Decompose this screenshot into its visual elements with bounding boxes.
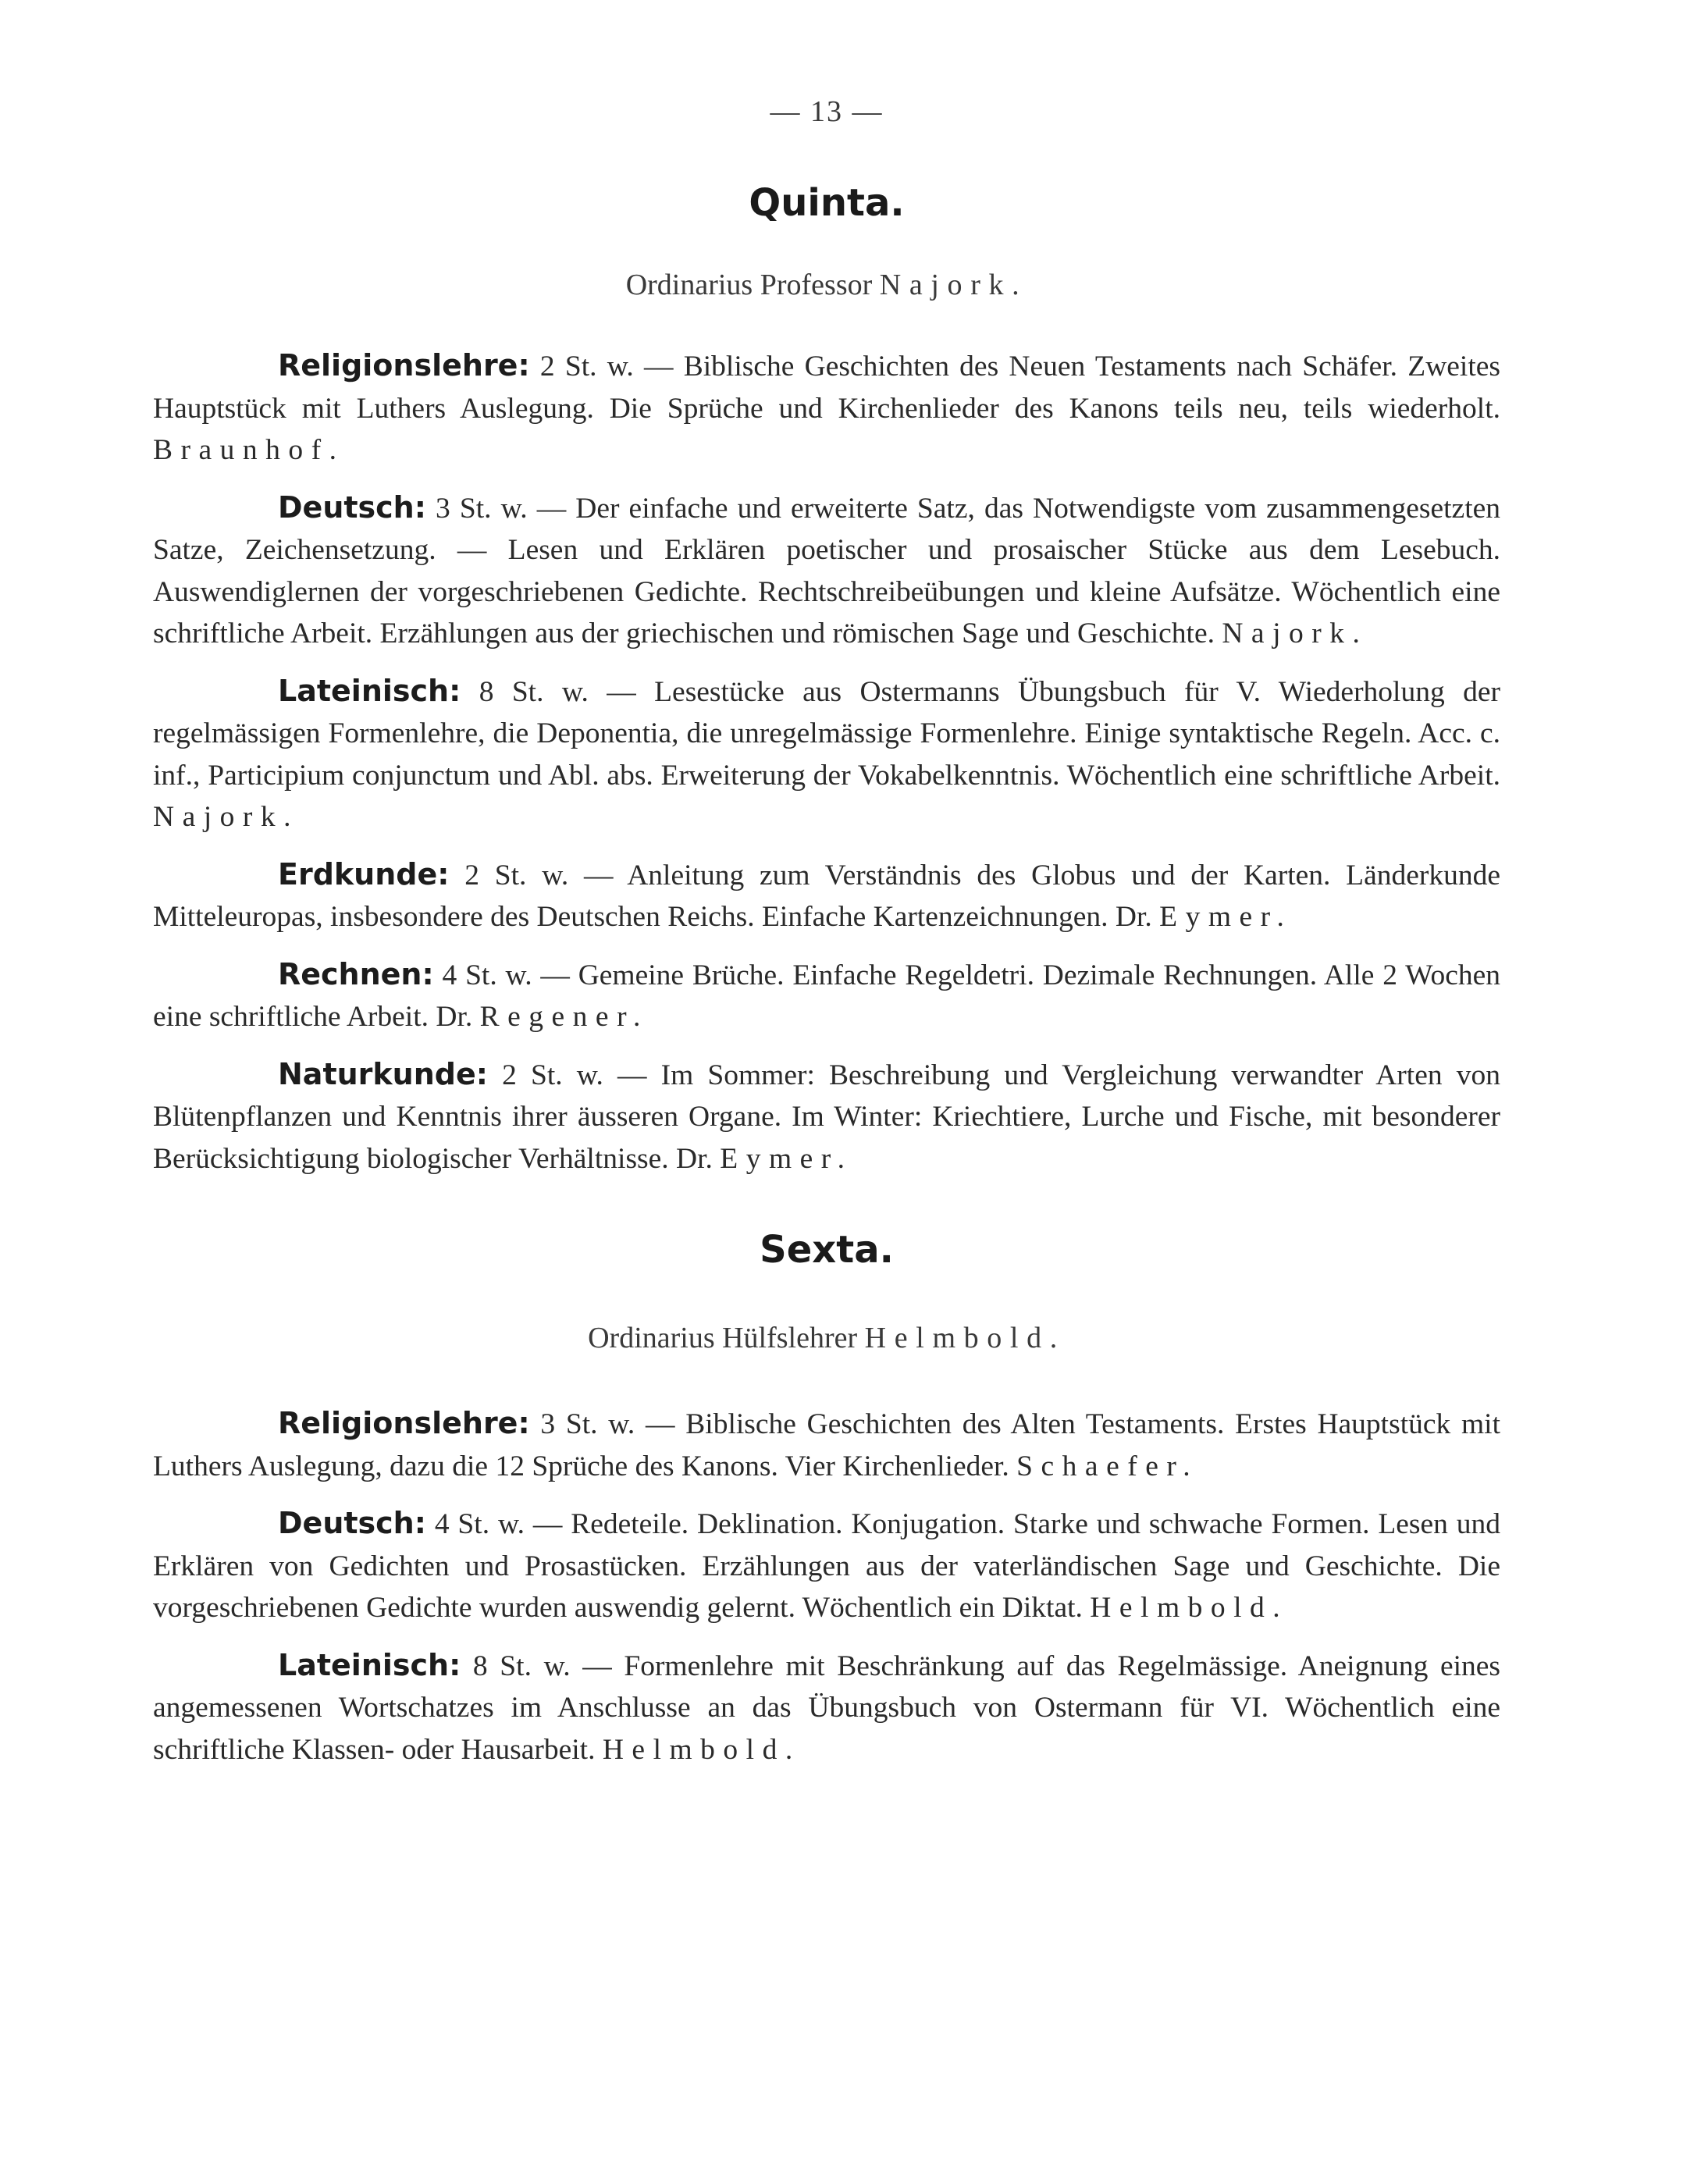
quinta-rechnen: [153, 954, 1500, 1038]
subject-name: Erdkunde:: [278, 856, 450, 891]
teacher-name: Eymer.: [720, 1142, 853, 1175]
quinta-title: Quinta.: [749, 181, 905, 225]
sexta-deutsch: [153, 1503, 1500, 1629]
subject-name: Naturkunde:: [278, 1056, 488, 1091]
document-page: [153, 92, 1500, 1771]
subject-name: Deutsch:: [278, 1506, 426, 1540]
sexta-subjects: [153, 1403, 1500, 1771]
quinta-subjects: [153, 345, 1500, 1180]
teacher-name: Helmbold.: [1090, 1592, 1289, 1624]
ordinarius-label: Ordinarius Hülfslehrer: [588, 1322, 858, 1354]
teacher-name: Schaefer.: [1016, 1450, 1199, 1482]
subject-text: 8 St. w. — Formenlehre mit Beschränkung auf das Regelmässige. Aneignung eines angemessenen Wortschatzes im Anschlusse an das Übungsbuch von Ostermann für VI. Wöchentlich eine schriftliche Klassen- oder Hausarbeit.: [153, 1650, 1500, 1766]
subject-text: 3 St. w. — Der einfache und erweiterte Satz, das Notwendigste vom zusammengesetzten Satze, Zeichensetzung. — Lesen und Erklären poetischer und prosaischer Stücke aus dem Lesebuch. Auswendiglernen der vorgeschriebenen Gedichte. Rechtschreibeübungen und kleine Aufsätze. Wöchentlich eine schriftliche Arbeit. Erzählungen aus der griechischen und römischen Sage und Geschichte.: [153, 492, 1501, 649]
sexta-religionslehre: [153, 1403, 1500, 1487]
teacher-name: Najork.: [1222, 617, 1368, 649]
page-number: — 13 —: [770, 95, 884, 128]
teacher-name: Najork.: [153, 801, 300, 833]
subject-text: 3 St. w. — Biblische Geschichten des Alten Testaments. Erstes Hauptstück mit Luthers Auslegung, dazu die 12 Sprüche des Kanons. Vier Kirchenlieder.: [153, 1408, 1500, 1482]
teacher-name: Braunhof.: [153, 434, 345, 466]
quinta-ordinarius: [153, 265, 1500, 304]
subject-text: 4 St. w. — Redeteile. Deklination. Konjugation. Starke und schwache Formen. Lesen und Erklären von Gedichten und Prosastücken. Erzählungen aus der vaterländischen Sage und Geschichte. Die vorgeschriebenen Gedichte wurden auswendig gelernt. Wöchentlich ein Diktat.: [153, 1508, 1501, 1624]
quinta-naturkunde: [153, 1054, 1500, 1180]
subject-name: Lateinisch:: [278, 1647, 461, 1682]
teacher-name: Helmbold.: [602, 1733, 801, 1766]
subject-text: 2 St. w. — Im Sommer: Beschreibung und Vergleichung verwandter Arten von Blütenpflanzen und Kenntnis ihrer äusseren Organe. Im Winter: Kriechtiere, Lurche und Fische, mit besonderer Berücksichtigung biologischer Verhältnisse. Dr.: [153, 1059, 1501, 1175]
subject-text: 8 St. w. — Lesestücke aus Ostermanns Übungsbuch für V. Wiederholung der regelmässigen Formenlehre, die Deponentia, die unregelmässige Formenlehre. Einige syntaktische Regeln. Acc. c. inf., Participium conjunctum und Abl. abs. Erweiterung der Vokabelkenntnis. Wöchentlich eine schriftliche Arbeit.: [153, 675, 1500, 792]
quinta-erdkunde: [153, 854, 1500, 938]
subject-name: Rechnen:: [278, 956, 434, 991]
subject-text: 2 St. w. — Biblische Geschichten des Neuen Testaments nach Schäfer. Zweites Hauptstück mit Luthers Auslegung. Die Sprüche und Kirchenlieder des Kanons teils neu, teils wiederholt.: [153, 351, 1500, 425]
sexta-ordinarius: [153, 1319, 1500, 1358]
subject-name: Religionslehre:: [278, 348, 530, 383]
subject-name: Lateinisch:: [278, 673, 461, 708]
subject-name: Religionslehre:: [278, 1406, 530, 1440]
sexta-lateinisch: [153, 1645, 1500, 1771]
subject-name: Deutsch:: [278, 489, 426, 525]
ordinarius-label: Ordinarius Professor: [625, 269, 873, 301]
quinta-religionslehre: [153, 345, 1500, 472]
quinta-deutsch: [153, 487, 1500, 655]
teacher-name: Eymer.: [1159, 901, 1293, 933]
ordinarius-name: Najork.: [879, 269, 1028, 301]
quinta-lateinisch: [153, 671, 1500, 838]
ordinarius-name: Helmbold.: [864, 1322, 1066, 1354]
sexta-title: Sexta.: [760, 1228, 894, 1272]
subject-text: 2 St. w. — Anleitung zum Verständnis des Globus und der Karten. Länderkunde Mitteleuropas, insbesondere des Deutschen Reichs. Einfache Kartenzeichnungen. Dr.: [153, 859, 1500, 933]
subject-text: 4 St. w. — Gemeine Brüche. Einfache Regeldetri. Dezimale Rechnungen. Alle 2 Wochen eine schriftliche Arbeit. Dr.: [153, 959, 1501, 1033]
teacher-name: Regener.: [479, 1001, 649, 1033]
